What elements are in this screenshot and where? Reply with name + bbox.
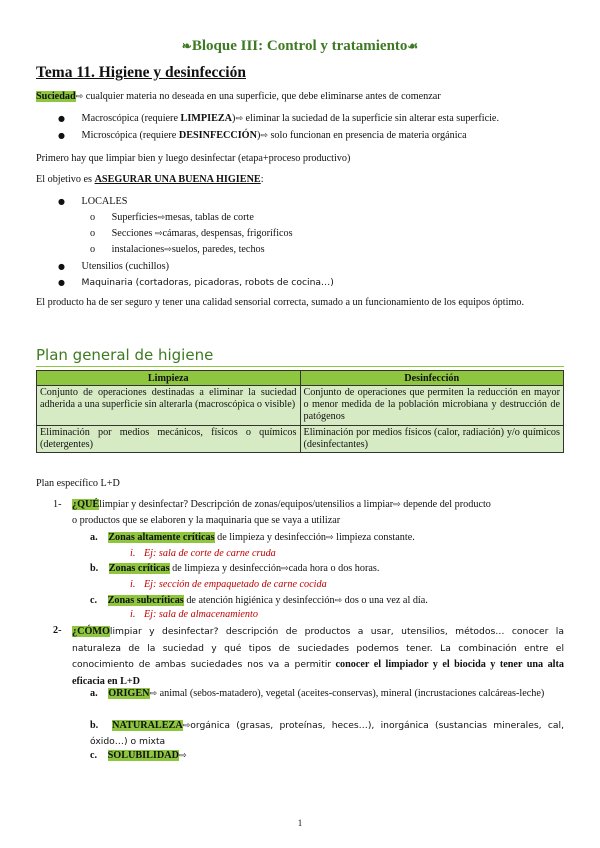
q1-line2: o productos que se elaboren y la maquinaria que se vaya a utilizar — [72, 515, 341, 526]
q1-example-a: i. Ej: sala de corte de carne cruda — [130, 548, 276, 559]
table-cell: Conjunto de operaciones destinadas a eliminar la suciedad adherida a una superficie sin alterarla (macroscópica o visible) — [37, 386, 301, 426]
arrow-icon: ⇨ — [182, 721, 191, 731]
bullet-icon: ● — [58, 278, 65, 287]
plan-general-table — [36, 370, 564, 453]
q2-item-a: a. ORIGEN⇨ animal (sebos-matadero), vegetal (aceites-conservas), mineral (incrustaciones calcáreas-leche) — [90, 688, 545, 699]
q2-item-b: b. NATURALEZA⇨orgánica (grasas, proteínas, heces…), inorgánica (sustancias minerales, cal, óxido…) o mixta — [90, 720, 564, 747]
suciedad-def: cualquier materia no deseada en una superficie, que debe eliminarse antes de comenzar — [85, 91, 441, 102]
sub-item-superficies: o Superficies⇨mesas, tablas de corte — [90, 212, 254, 223]
suciedad-term: Suciedad — [36, 91, 76, 102]
arrow-icon: ⇨ — [235, 114, 243, 124]
arrow-icon: ⇨ — [393, 500, 401, 510]
plan-especifico-label: Plan específico L+D — [36, 478, 120, 489]
q1-item-a: a. Zonas altamente críticas de limpieza y desinfección⇨ limpieza constante. — [90, 532, 415, 543]
arrow-icon: ⇨ — [149, 689, 158, 699]
page-number: 1 — [297, 818, 303, 828]
table-header-limpieza: Limpieza — [37, 371, 301, 386]
table-row — [37, 386, 564, 426]
bullet-icon: ● — [58, 197, 65, 206]
q1-line1: ¿QUÉlimpiar y desinfectar? Descripción de zonas/equipos/utensilios a limpiar⇨ depende del producto — [72, 499, 491, 510]
objetivo-emph: ASEGURAR UNA BUENA HIGIENE — [94, 174, 261, 185]
block-title-text: Bloque III: Control y tratamiento — [191, 38, 408, 54]
bullet-icon: ● — [58, 262, 65, 271]
q1-question: ¿QUÉ — [72, 499, 100, 510]
ornament-right-icon: ☙ — [407, 39, 419, 53]
sub-bullet-icon: o — [90, 244, 96, 255]
arrow-icon: ⇨ — [260, 131, 268, 141]
sub-bullet-icon: o — [90, 212, 96, 223]
heading-rule — [36, 366, 564, 367]
q1-item-b: b. Zonas críticas de limpieza y desinfección⇨cada hora o dos horas. — [90, 563, 380, 574]
arrow-icon: ⇨ — [281, 564, 289, 574]
arrow-icon: ⇨ — [334, 596, 343, 606]
producto-paragraph: El producto ha de ser seguro y tener una calidad sensorial correcta, sumado a un funcionamiento de los equipos óptimo. — [36, 297, 525, 308]
sub-bullet-icon: o — [90, 228, 96, 239]
sub-item-secciones: o Secciones ⇨cámaras, despensas, frigoríficos — [90, 228, 293, 239]
bullet-icon: ● — [58, 131, 65, 140]
arrow-icon: ⇨ — [164, 245, 172, 255]
arrow-icon: ⇨ — [326, 533, 334, 543]
q1-example-b: i. Ej: sección de empaquetado de carne cocida — [130, 579, 327, 590]
q1-item-c: c. Zonas subcríticas de atención higiénica y desinfección⇨ dos o una vez al día. — [90, 595, 428, 606]
arrow-icon: ⇨ — [178, 751, 187, 761]
list-maquinaria: ● Maquinaria (cortadoras, picadoras, robots de cocina…) — [58, 277, 334, 288]
ornament-left-icon: ❧ — [181, 39, 192, 53]
table-header-row — [37, 371, 564, 386]
sub-item-instalaciones: o instalaciones⇨suelos, paredes, techos — [90, 244, 265, 255]
table-cell: Conjunto de operaciones que permiten la reducción en mayor o menor medida de la población microbiana y destrucción de patógenos — [300, 386, 564, 426]
tema-heading: Tema 11. Higiene y desinfección — [36, 64, 246, 81]
list-utensilios: ● Utensilios (cuchillos) — [58, 261, 169, 272]
q2-paragraph: ¿CÓMOlimpiar y desinfectar? descripción de productos a usar, utensilios, métodos… conocer la naturaleza de la suciedad y qué tipos de suciedades podemos tener. La combinación entre el conocimiento de ambas suciedades nos va a permitir conocer el limpiador y el biocida y tener una alta eficacia en L+D — [72, 626, 564, 687]
q1-num: 1- — [53, 499, 62, 510]
q2-item-c: c. SOLUBILIDAD⇨ — [90, 750, 187, 761]
arrow-icon: ⇨ — [154, 229, 163, 239]
bullet-icon: ● — [58, 114, 65, 123]
line-primero: Primero hay que limpiar bien y luego desinfectar (etapa+proceso productivo) — [36, 153, 351, 164]
bullet-microscopica: ● Microscópica (requiere DESINFECCIÓN)⇨ solo funcionan en presencia de materia orgánica — [58, 130, 467, 141]
suciedad-definition — [36, 91, 441, 103]
table-row — [37, 425, 564, 452]
table-cell: Eliminación por medios físicos (calor, radiación) y/o químicos (desinfectantes) — [300, 425, 564, 452]
q1-example-c: i. Ej: sala de almacenamiento — [130, 609, 258, 620]
plan-general-heading: Plan general de higiene — [36, 346, 214, 364]
arrow-icon: ⇨ — [75, 92, 84, 102]
arrow-icon: ⇨ — [157, 213, 166, 223]
table-header-desinfeccion: Desinfección — [300, 371, 564, 386]
q2-num: 2- — [53, 625, 62, 636]
list-locales: ● LOCALES — [58, 196, 128, 207]
q2-question: ¿CÓMO — [72, 626, 110, 637]
bullet-macroscopica: ● Macroscópica (requiere LIMPIEZA)⇨ eliminar la suciedad de la superficie sin alterar esta superficie. — [58, 113, 499, 124]
line-objetivo: El objetivo es ASEGURAR UNA BUENA HIGIENE: — [36, 174, 264, 185]
block-title — [0, 37, 600, 55]
table-cell: Eliminación por medios mecánicos, físicos o químicos (detergentes) — [37, 425, 301, 452]
